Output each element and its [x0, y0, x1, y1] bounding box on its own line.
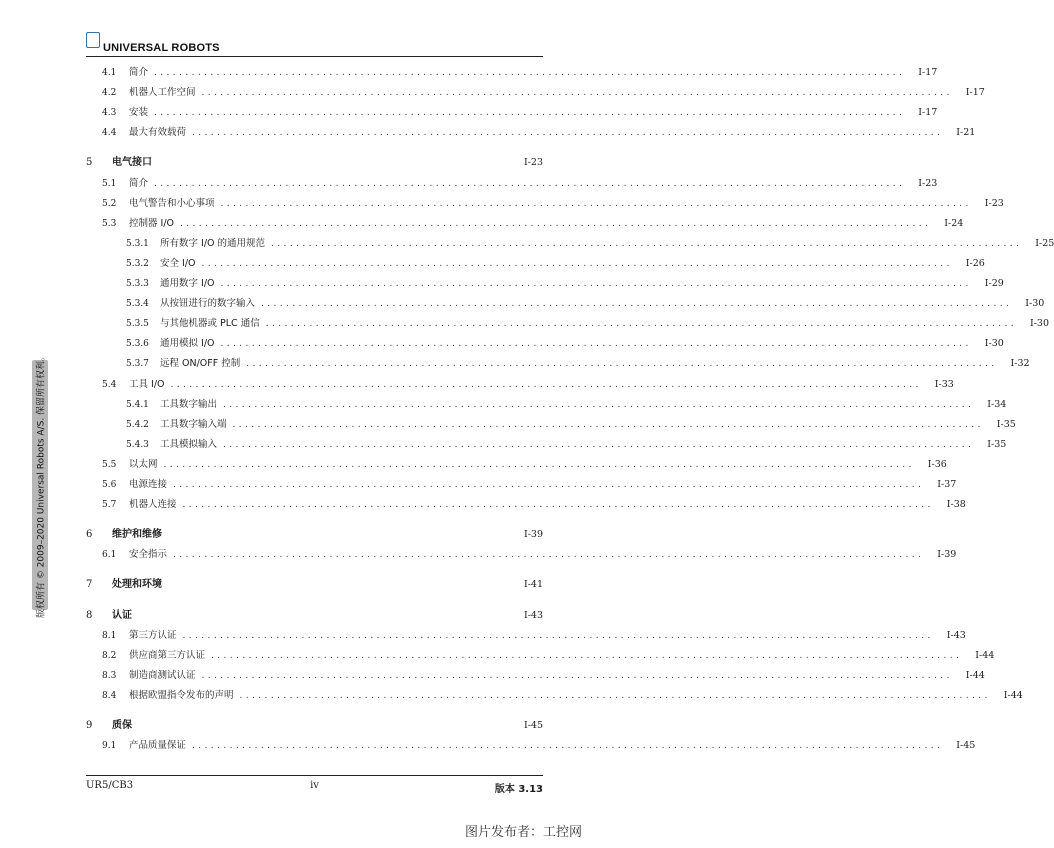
- toc-entry-page: I-35: [987, 438, 1007, 450]
- toc-leader-dots: ........................................................................................................................: [239, 690, 991, 701]
- toc-entry-number: 8: [86, 609, 93, 621]
- toc-leader-dots: ........................................................................................................................: [220, 279, 972, 289]
- toc-entry-page: I-23: [523, 157, 543, 169]
- toc-entry-number: 5.6: [102, 480, 117, 490]
- toc-entry-title: 简介: [129, 67, 149, 78]
- toc-entry-title: 根据欧盟指令发布的声明: [129, 689, 234, 701]
- toc-entry-page: I-39: [937, 549, 957, 561]
- toc-entry-title: 维护和维修: [112, 529, 162, 541]
- toc-entry-page: I-33: [934, 378, 954, 390]
- toc-entry-number: 5.1: [102, 178, 117, 189]
- toc-entry-title: 处理和环境: [112, 579, 162, 591]
- toc-entry-title: 工具模拟输入: [160, 438, 218, 450]
- toc-entry[interactable]: [86, 578, 543, 592]
- toc-entry-number: 5.4.2: [126, 419, 149, 430]
- toc-entry-page: I-34: [987, 398, 1007, 410]
- toc-entry-number: 4.2: [102, 88, 117, 99]
- toc-entry-title: 安装: [129, 107, 149, 119]
- publisher-watermark: 图片发布者：工控网: [464, 825, 582, 840]
- copyright-notice: 版权所有 © 2009–2020 Universal Robots A/S. 保留所有权利。: [36, 351, 47, 619]
- toc-leader-dots: ........................................................................................................................: [232, 419, 984, 430]
- toc-leader-dots: ........................................................................................................................: [265, 319, 1018, 330]
- toc-leader-dots: ........................................................................................................................: [170, 379, 922, 390]
- toc-entry-number: 5.4.1: [126, 399, 149, 410]
- toc-leader-dots: ........................................................................................................................: [246, 359, 998, 370]
- footer-version: 版本 3.13: [494, 784, 543, 795]
- toc-entry-number: 5.3.5: [126, 319, 149, 330]
- toc-entry-title: 产品质量保证: [129, 740, 187, 752]
- toc-leader-dots: ........................................................................................................................: [182, 500, 934, 511]
- toc-entry-number: 5: [86, 157, 93, 169]
- toc-entry-title: 与其他机器或 PLC 通信: [160, 318, 260, 330]
- toc-entry[interactable]: [86, 217, 964, 231]
- toc-entry[interactable]: [86, 66, 938, 80]
- toc-entry-title: 认证: [112, 609, 132, 621]
- toc-entry-number: 5.7: [102, 500, 117, 511]
- toc-leader-dots: ........................................................................................................................: [223, 439, 975, 450]
- toc-entry-number: 6.1: [102, 550, 117, 561]
- toc-entry-page: I-44: [1003, 689, 1023, 701]
- footer-rule: [86, 775, 543, 776]
- toc-leader-dots: ........................................................................................................................: [220, 198, 972, 209]
- toc-entry-title: 制造商测试认证: [129, 669, 196, 681]
- toc-entry-number: 4.3: [102, 108, 117, 119]
- toc-entry-number: 5.2: [102, 198, 117, 209]
- toc-entry[interactable]: [86, 609, 543, 623]
- toc-entry[interactable]: [86, 478, 957, 492]
- toc-entry-page: I-44: [965, 669, 985, 681]
- ur-logo-icon: [86, 32, 100, 48]
- toc-entry[interactable]: [86, 86, 985, 100]
- toc-entry-number: 5.3.6: [126, 339, 149, 350]
- toc-entry[interactable]: [86, 418, 1016, 432]
- toc-entry-title: 电气接口: [112, 157, 152, 169]
- toc-entry-page: I-30: [1025, 298, 1045, 310]
- toc-entry-page: I-25: [1035, 237, 1054, 249]
- toc-entry-number: 5.5: [102, 459, 117, 470]
- toc-entry-number: 5.3: [102, 218, 117, 229]
- toc-entry[interactable]: [86, 669, 985, 683]
- toc-entry-number: 9: [86, 720, 93, 731]
- toc-entry-page: I-38: [946, 499, 966, 511]
- toc-entry-title: 控制器 I/O: [129, 217, 174, 229]
- toc-leader-dots: ........................................................................................................................: [192, 741, 944, 752]
- toc-entry-title: 通用数字 I/O: [160, 278, 215, 289]
- toc-leader-dots: ........................................................................................................................: [271, 238, 1023, 249]
- toc-leader-dots: ........................................................................................................................: [201, 670, 953, 681]
- toc-entry-page: I-17: [918, 107, 938, 119]
- toc-entry-page: I-23: [918, 177, 938, 189]
- toc-leader-dots: ........................................................................................................................: [201, 88, 953, 99]
- toc-entry-title: 工具 I/O: [129, 378, 165, 390]
- toc-entry-number: 5.3.2: [126, 258, 149, 269]
- toc-entry-title: 供应商第三方认证: [129, 649, 206, 661]
- toc-entry-page: I-17: [965, 87, 985, 99]
- toc-entry-page: I-45: [523, 720, 543, 731]
- toc-entry-title: 机器人连接: [129, 499, 177, 511]
- toc-entry-page: I-21: [956, 127, 976, 139]
- toc-entry-number: 7: [86, 579, 93, 591]
- toc-entry-number: 5.4.3: [126, 439, 149, 450]
- toc-entry-page: I-30: [1029, 318, 1050, 330]
- toc-entry-number: 8.1: [102, 630, 117, 641]
- toc-entry-title: 远程 ON/OFF 控制: [160, 358, 241, 370]
- toc-entry[interactable]: [86, 257, 985, 271]
- toc-entry-page: I-17: [918, 67, 938, 78]
- toc-entry-number: 9.1: [102, 741, 117, 752]
- toc-entry-number: 5.3.7: [126, 359, 149, 370]
- toc-entry[interactable]: [86, 106, 938, 120]
- toc-entry-title: 从按钮进行的数字输入: [160, 298, 256, 310]
- toc-entry[interactable]: [86, 277, 1004, 291]
- toc-entry-title: 通用模拟 I/O: [160, 338, 215, 350]
- toc-leader-dots: ........................................................................................................................: [223, 399, 975, 410]
- toc-entry[interactable]: [86, 739, 976, 753]
- toc-entry[interactable]: [86, 126, 976, 140]
- toc-entry[interactable]: [86, 498, 966, 512]
- toc-entry-page: I-30: [984, 338, 1004, 350]
- toc-entry-number: 5.3.4: [126, 299, 149, 310]
- toc-entry-number: 8.2: [102, 650, 117, 661]
- toc-entry-page: I-32: [1010, 358, 1030, 370]
- toc-entry-title: 以太网: [129, 458, 158, 470]
- toc-leader-dots: ........................................................................................................................: [182, 630, 934, 641]
- toc-entry[interactable]: [86, 649, 995, 663]
- toc-entry[interactable]: [86, 197, 1004, 211]
- toc-entry-page: I-29: [984, 278, 1004, 289]
- toc-entry-title: 工具数字输入端: [160, 418, 227, 430]
- toc-entry-title: 安全指示: [129, 549, 168, 561]
- toc-entry-title: 最大有效载荷: [129, 127, 187, 139]
- toc-entry-title: 所有数字 I/O 的通用规范: [160, 237, 266, 249]
- toc-entry-title: 工具数字输出: [160, 398, 218, 410]
- toc-entry-title: 简介: [129, 177, 149, 189]
- header-rule: [86, 56, 543, 57]
- toc-entry-page: I-23: [984, 197, 1004, 209]
- toc-entry[interactable]: [86, 629, 966, 643]
- toc-entry-page: I-41: [523, 579, 543, 591]
- toc-leader-dots: ........................................................................................................................: [154, 108, 906, 119]
- toc-entry[interactable]: [86, 548, 957, 562]
- toc-entry[interactable]: [86, 237, 1054, 251]
- toc-entry-page: I-39: [523, 529, 543, 541]
- toc-entry-page: I-43: [523, 609, 543, 621]
- toc-leader-dots: ........................................................................................................................: [163, 459, 915, 470]
- toc-entry-page: I-36: [927, 458, 947, 470]
- toc-leader-dots: ........................................................................................................................: [154, 68, 906, 78]
- toc-entry[interactable]: [86, 398, 1007, 412]
- toc-entry[interactable]: [86, 177, 938, 191]
- toc-leader-dots: ........................................................................................................................: [261, 299, 1013, 310]
- toc-entry-title: 第三方认证: [129, 629, 177, 641]
- toc-entry-title: 电源连接: [129, 479, 168, 490]
- toc-entry-page: I-26: [965, 257, 985, 269]
- toc-leader-dots: ........................................................................................................................: [173, 480, 925, 490]
- toc-leader-dots: ........................................................................................................................: [201, 258, 953, 269]
- toc-entry-page: I-43: [946, 629, 966, 641]
- toc-entry-page: I-44: [975, 649, 995, 661]
- toc-entry[interactable]: [86, 317, 1050, 331]
- toc-leader-dots: ........................................................................................................................: [180, 218, 932, 229]
- toc-entry[interactable]: [86, 689, 1023, 703]
- brand-logo: [86, 32, 220, 54]
- toc-entry-number: 5.4: [102, 379, 117, 390]
- toc-entry-page: I-24: [944, 217, 964, 229]
- page-number: iv: [310, 780, 319, 791]
- toc-entry[interactable]: [86, 438, 1007, 452]
- toc-entry[interactable]: [86, 337, 1004, 351]
- toc-entry-title: 质保: [112, 720, 132, 731]
- toc-leader-dots: ........................................................................................................................: [173, 550, 925, 561]
- toc-entry[interactable]: [86, 297, 1045, 311]
- footer-model: UR5/CB3: [86, 780, 134, 791]
- toc-entry-number: 8.3: [102, 670, 117, 681]
- toc-entry-number: 5.3.3: [126, 279, 149, 289]
- toc-leader-dots: ........................................................................................................................: [211, 650, 963, 661]
- toc-entry-number: 4.1: [102, 68, 117, 78]
- toc-entry-number: 4.4: [102, 128, 117, 139]
- brand-name: UNIVERSAL ROBOTS: [103, 42, 220, 54]
- toc-entry[interactable]: [86, 357, 1030, 371]
- toc-entry-title: 安全 I/O: [160, 257, 196, 269]
- toc-entry[interactable]: [86, 156, 543, 170]
- toc-entry-page: I-45: [956, 740, 976, 752]
- toc-entry-page: I-37: [937, 479, 957, 490]
- toc-entry[interactable]: [86, 458, 947, 472]
- toc-entry[interactable]: [86, 528, 543, 542]
- toc-entry-title: 电气警告和小心事项: [129, 197, 215, 209]
- toc-leader-dots: ........................................................................................................................: [154, 178, 906, 189]
- toc-entry-number: 8.4: [102, 690, 117, 701]
- page-footer: [86, 780, 543, 794]
- toc-leader-dots: ........................................................................................................................: [192, 128, 944, 139]
- toc-leader-dots: ........................................................................................................................: [220, 339, 972, 350]
- toc-entry-number: 5.3.1: [126, 238, 149, 249]
- toc-entry-title: 机器人工作空间: [129, 87, 196, 99]
- toc-entry-number: 6: [86, 529, 93, 541]
- toc-entry[interactable]: [86, 719, 543, 733]
- toc-entry-page: I-35: [996, 418, 1016, 430]
- toc-entry[interactable]: [86, 378, 954, 392]
